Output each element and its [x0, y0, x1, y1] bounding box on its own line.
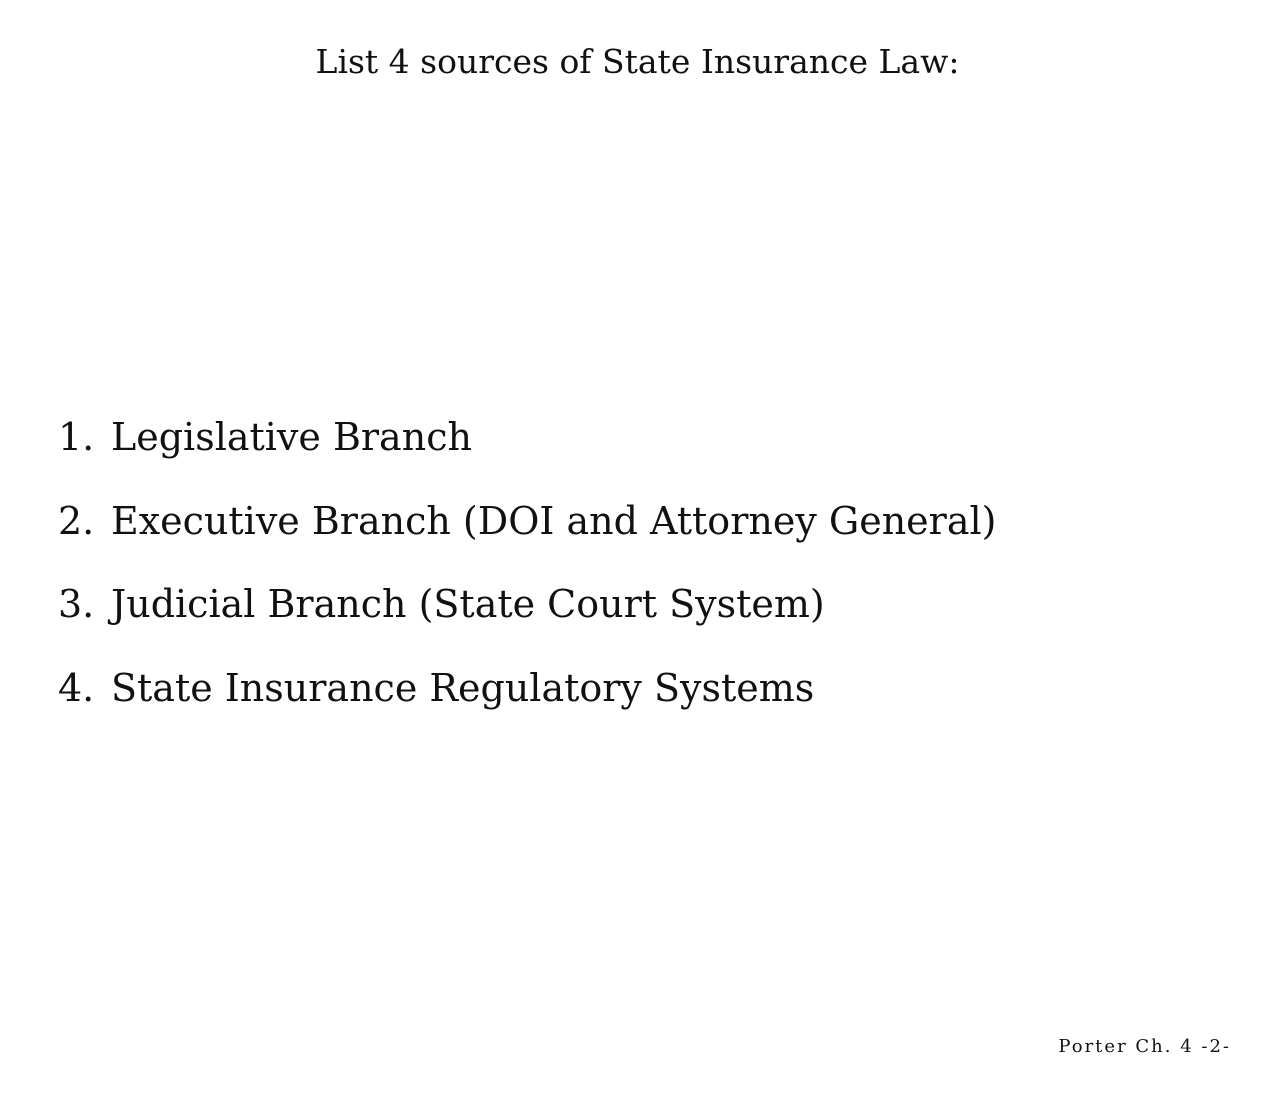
- list-item-text: Judicial Branch (State Court System): [111, 582, 825, 626]
- list-item: [58, 496, 996, 580]
- list-item-text: Legislative Branch: [111, 415, 472, 459]
- list-item: [58, 412, 996, 496]
- page-title: List 4 sources of State Insurance Law:: [315, 42, 960, 81]
- list-item-text: Executive Branch (DOI and Attorney General): [111, 498, 997, 543]
- list-item-number: 3.: [58, 582, 95, 626]
- list-item-number: 2.: [58, 498, 95, 543]
- list-item-number: 4.: [58, 665, 95, 710]
- list-item-number: 1.: [58, 415, 95, 459]
- list-item-text: State Insurance Regulatory Systems: [111, 665, 815, 710]
- sources-list: [58, 412, 996, 746]
- list-item: [58, 663, 996, 747]
- page-footer: Porter Ch. 4 -2-: [1058, 1036, 1231, 1057]
- list-item: [58, 579, 996, 663]
